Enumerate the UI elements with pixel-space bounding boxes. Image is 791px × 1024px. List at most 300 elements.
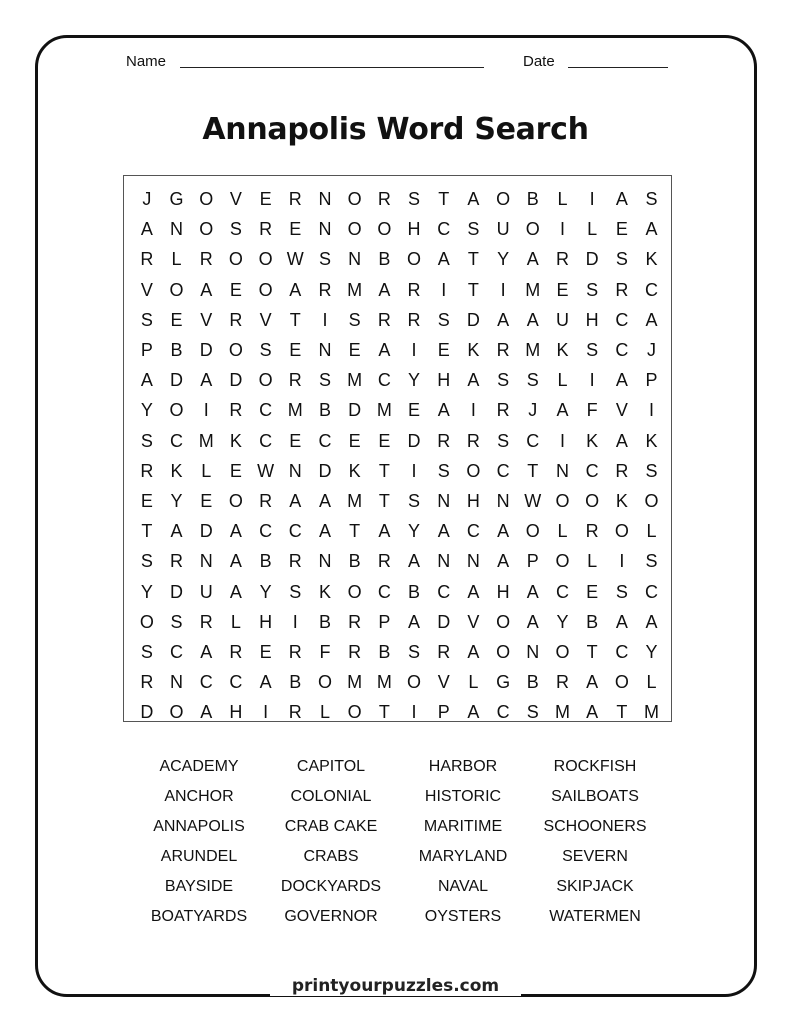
grid-letter[interactable]: O	[258, 370, 273, 391]
grid-letter[interactable]: W	[286, 249, 304, 270]
grid-letter[interactable]: A	[318, 491, 331, 511]
grid-letter[interactable]: I	[649, 400, 655, 421]
grid-letter[interactable]: N	[318, 340, 332, 360]
grid-letter[interactable]: S	[408, 642, 421, 662]
date-field[interactable]	[568, 67, 668, 68]
grid-letter[interactable]: I	[589, 370, 595, 391]
grid-letter[interactable]: M	[287, 400, 303, 421]
grid-letter[interactable]: H	[259, 611, 273, 632]
grid-letter[interactable]: C	[645, 581, 659, 602]
grid-letter[interactable]: C	[615, 340, 629, 360]
grid-letter[interactable]: R	[615, 279, 629, 300]
grid-letter[interactable]: C	[377, 581, 391, 602]
name-field[interactable]	[180, 67, 484, 68]
grid-letter[interactable]: A	[645, 309, 658, 330]
grid-letter[interactable]: Y	[556, 611, 569, 632]
grid-letter[interactable]: L	[587, 219, 598, 240]
grid-letter[interactable]: R	[615, 460, 629, 481]
grid-letter[interactable]: R	[437, 430, 451, 451]
grid-letter[interactable]: C	[615, 309, 629, 330]
grid-letter[interactable]: O	[169, 400, 184, 421]
grid-letter[interactable]: I	[411, 702, 417, 723]
grid-letter[interactable]: C	[496, 702, 510, 723]
grid-letter[interactable]: T	[378, 491, 390, 511]
grid-letter[interactable]: C	[288, 521, 302, 542]
grid-letter[interactable]: A	[289, 491, 302, 511]
grid-letter[interactable]: C	[437, 219, 451, 240]
grid-letter[interactable]: I	[559, 219, 565, 240]
grid-letter[interactable]: N	[199, 551, 213, 572]
grid-letter[interactable]: M	[198, 430, 214, 451]
grid-letter[interactable]: A	[378, 340, 391, 360]
grid-letter[interactable]: D	[199, 340, 213, 360]
grid-letter[interactable]: D	[170, 581, 184, 602]
grid-letter[interactable]: T	[586, 642, 598, 662]
grid-letter[interactable]: A	[229, 521, 242, 542]
grid-letter[interactable]: B	[170, 340, 183, 360]
grid-letter[interactable]: S	[645, 551, 658, 572]
grid-letter[interactable]: E	[378, 430, 391, 451]
grid-letter[interactable]: B	[318, 611, 331, 632]
grid-letter[interactable]: M	[376, 672, 392, 693]
grid-letter[interactable]: Y	[408, 370, 421, 391]
grid-letter[interactable]: N	[555, 460, 569, 481]
grid-letter[interactable]: R	[348, 611, 362, 632]
grid-letter[interactable]: P	[437, 702, 450, 723]
grid-letter[interactable]: K	[645, 430, 658, 451]
grid-letter[interactable]: C	[585, 460, 599, 481]
grid-letter[interactable]: A	[615, 370, 628, 391]
grid-letter[interactable]: Y	[645, 642, 658, 662]
grid-letter[interactable]: L	[646, 672, 657, 693]
grid-letter[interactable]: E	[229, 460, 242, 481]
grid-letter[interactable]: E	[289, 430, 302, 451]
grid-letter[interactable]: A	[556, 400, 569, 421]
grid-letter[interactable]: B	[378, 642, 391, 662]
grid-letter[interactable]: A	[615, 611, 628, 632]
grid-letter[interactable]: R	[288, 551, 302, 572]
grid-letter[interactable]: C	[645, 279, 659, 300]
grid-letter[interactable]: U	[199, 581, 213, 602]
grid-letter[interactable]: C	[377, 370, 391, 391]
grid-letter[interactable]: N	[348, 249, 362, 270]
grid-letter[interactable]: T	[289, 309, 301, 330]
grid-letter[interactable]: S	[259, 340, 272, 360]
grid-letter[interactable]: A	[586, 672, 599, 693]
grid-letter[interactable]: D	[318, 460, 332, 481]
grid-letter[interactable]: I	[559, 430, 565, 451]
grid-letter[interactable]: D	[437, 611, 451, 632]
grid-letter[interactable]: A	[467, 702, 480, 723]
grid-letter[interactable]: E	[556, 279, 569, 300]
grid-letter[interactable]: M	[525, 340, 541, 360]
grid-letter[interactable]: R	[466, 430, 480, 451]
grid-letter[interactable]: O	[199, 219, 214, 240]
grid-letter[interactable]: K	[170, 460, 183, 481]
grid-letter[interactable]: O	[347, 581, 362, 602]
grid-letter[interactable]: A	[467, 189, 480, 209]
grid-letter[interactable]: S	[615, 249, 628, 270]
grid-letter[interactable]: O	[258, 249, 273, 270]
grid-letter[interactable]: B	[289, 672, 302, 693]
grid-letter[interactable]: E	[289, 340, 302, 360]
grid-letter[interactable]: C	[437, 581, 451, 602]
grid-letter[interactable]: T	[467, 249, 479, 270]
grid-letter[interactable]: E	[200, 491, 213, 511]
grid-letter[interactable]: R	[377, 551, 391, 572]
grid-letter[interactable]: A	[408, 551, 421, 572]
grid-letter[interactable]: A	[467, 581, 480, 602]
grid-letter[interactable]: A	[229, 551, 242, 572]
grid-letter[interactable]: R	[259, 219, 273, 240]
grid-letter[interactable]: F	[319, 642, 331, 662]
grid-letter[interactable]: K	[615, 491, 628, 511]
grid-letter[interactable]: E	[615, 219, 628, 240]
grid-letter[interactable]: G	[169, 189, 184, 209]
grid-letter[interactable]: S	[140, 642, 153, 662]
grid-letter[interactable]: N	[526, 642, 540, 662]
grid-letter[interactable]: O	[228, 340, 243, 360]
grid-letter[interactable]: M	[554, 702, 570, 723]
grid-letter[interactable]: Y	[408, 521, 421, 542]
grid-letter[interactable]: K	[467, 340, 480, 360]
grid-letter[interactable]: C	[170, 430, 184, 451]
grid-letter[interactable]: E	[437, 340, 450, 360]
grid-letter[interactable]: O	[466, 460, 481, 481]
grid-letter[interactable]: R	[199, 249, 213, 270]
grid-letter[interactable]: O	[644, 491, 659, 511]
grid-letter[interactable]: A	[229, 581, 242, 602]
grid-letter[interactable]: I	[589, 189, 595, 209]
grid-letter[interactable]: N	[496, 491, 510, 511]
grid-letter[interactable]: O	[317, 672, 332, 693]
grid-letter[interactable]: C	[170, 642, 184, 662]
grid-letter[interactable]: H	[585, 309, 599, 330]
grid-letter[interactable]: R	[437, 642, 451, 662]
grid-letter[interactable]: S	[497, 370, 510, 391]
grid-letter[interactable]: L	[319, 702, 330, 723]
grid-letter[interactable]: I	[292, 611, 298, 632]
grid-letter[interactable]: O	[614, 521, 629, 542]
grid-letter[interactable]: E	[140, 491, 153, 511]
grid-letter[interactable]: M	[376, 400, 392, 421]
grid-letter[interactable]: C	[555, 581, 569, 602]
grid-letter[interactable]: R	[407, 279, 421, 300]
grid-letter[interactable]: D	[140, 702, 154, 723]
grid-letter[interactable]: M	[347, 672, 363, 693]
grid-letter[interactable]: R	[229, 642, 243, 662]
grid-letter[interactable]: R	[377, 189, 391, 209]
grid-letter[interactable]: S	[318, 249, 331, 270]
grid-letter[interactable]: I	[411, 460, 417, 481]
grid-letter[interactable]: A	[259, 672, 272, 693]
grid-letter[interactable]: N	[318, 189, 332, 209]
grid-letter[interactable]: E	[170, 309, 183, 330]
grid-letter[interactable]: Y	[497, 249, 510, 270]
grid-letter[interactable]: K	[318, 581, 331, 602]
grid-letter[interactable]: T	[349, 521, 361, 542]
grid-letter[interactable]: L	[468, 672, 479, 693]
grid-letter[interactable]: R	[288, 189, 302, 209]
grid-letter[interactable]: K	[348, 460, 361, 481]
grid-letter[interactable]: N	[170, 672, 184, 693]
grid-letter[interactable]: A	[140, 370, 153, 391]
grid-letter[interactable]: S	[408, 491, 421, 511]
grid-letter[interactable]: O	[496, 642, 511, 662]
grid-letter[interactable]: J	[528, 400, 538, 421]
grid-letter[interactable]: T	[378, 460, 390, 481]
grid-letter[interactable]: S	[289, 581, 302, 602]
grid-letter[interactable]: D	[199, 521, 213, 542]
grid-letter[interactable]: E	[259, 189, 272, 209]
grid-letter[interactable]: N	[318, 219, 332, 240]
grid-letter[interactable]: O	[139, 611, 154, 632]
grid-letter[interactable]: N	[466, 551, 480, 572]
grid-letter[interactable]: U	[555, 309, 569, 330]
grid-letter[interactable]: C	[259, 400, 273, 421]
grid-letter[interactable]: S	[170, 611, 183, 632]
grid-letter[interactable]: B	[318, 400, 331, 421]
grid-letter[interactable]: L	[171, 249, 182, 270]
grid-letter[interactable]: C	[318, 430, 332, 451]
grid-letter[interactable]: B	[408, 581, 421, 602]
grid-letter[interactable]: O	[585, 491, 600, 511]
grid-letter[interactable]: O	[347, 219, 362, 240]
grid-letter[interactable]: V	[140, 279, 153, 300]
grid-letter[interactable]: K	[645, 249, 658, 270]
grid-letter[interactable]: S	[318, 370, 331, 391]
grid-letter[interactable]: Y	[170, 491, 183, 511]
grid-letter[interactable]: D	[348, 400, 362, 421]
grid-letter[interactable]: L	[201, 460, 212, 481]
grid-letter[interactable]: D	[407, 430, 421, 451]
grid-letter[interactable]: S	[437, 460, 450, 481]
grid-letter[interactable]: L	[646, 521, 657, 542]
grid-letter[interactable]: N	[288, 460, 302, 481]
grid-letter[interactable]: S	[586, 340, 599, 360]
grid-letter[interactable]: C	[259, 521, 273, 542]
grid-letter[interactable]: R	[229, 309, 243, 330]
grid-letter[interactable]: E	[408, 400, 421, 421]
grid-letter[interactable]: O	[496, 189, 511, 209]
grid-letter[interactable]: R	[496, 340, 510, 360]
grid-letter[interactable]: D	[585, 249, 599, 270]
grid-letter[interactable]: O	[525, 219, 540, 240]
grid-letter[interactable]: C	[615, 642, 629, 662]
grid-letter[interactable]: A	[645, 219, 658, 240]
grid-letter[interactable]: C	[466, 521, 480, 542]
grid-letter[interactable]: E	[259, 642, 272, 662]
grid-letter[interactable]: S	[140, 309, 153, 330]
grid-letter[interactable]: A	[200, 642, 213, 662]
grid-letter[interactable]: R	[585, 521, 599, 542]
grid-letter[interactable]: E	[348, 340, 361, 360]
grid-letter[interactable]: R	[496, 400, 510, 421]
grid-letter[interactable]: E	[586, 581, 599, 602]
grid-letter[interactable]: E	[348, 430, 361, 451]
grid-letter[interactable]: A	[200, 370, 213, 391]
grid-letter[interactable]: B	[348, 551, 361, 572]
grid-letter[interactable]: O	[169, 279, 184, 300]
grid-letter[interactable]: A	[378, 521, 391, 542]
grid-letter[interactable]: A	[497, 551, 510, 572]
grid-letter[interactable]: A	[526, 249, 539, 270]
grid-letter[interactable]: R	[288, 370, 302, 391]
grid-letter[interactable]: A	[467, 642, 480, 662]
grid-letter[interactable]: D	[229, 370, 243, 391]
grid-letter[interactable]: C	[259, 430, 273, 451]
grid-letter[interactable]: L	[230, 611, 241, 632]
grid-letter[interactable]: R	[199, 611, 213, 632]
grid-letter[interactable]: S	[615, 581, 628, 602]
grid-letter[interactable]: O	[555, 551, 570, 572]
grid-letter[interactable]: S	[437, 309, 450, 330]
grid-letter[interactable]: Y	[140, 400, 153, 421]
grid-letter[interactable]: G	[496, 672, 511, 693]
grid-letter[interactable]: S	[348, 309, 361, 330]
grid-letter[interactable]: A	[200, 702, 213, 723]
grid-letter[interactable]: L	[557, 189, 568, 209]
grid-letter[interactable]: R	[318, 279, 332, 300]
grid-letter[interactable]: R	[348, 642, 362, 662]
grid-letter[interactable]: K	[556, 340, 569, 360]
grid-letter[interactable]: E	[289, 219, 302, 240]
grid-letter[interactable]: H	[496, 581, 510, 602]
grid-letter[interactable]: P	[526, 551, 539, 572]
grid-letter[interactable]: H	[466, 491, 480, 511]
grid-letter[interactable]: T	[527, 460, 539, 481]
grid-letter[interactable]: R	[259, 491, 273, 511]
grid-letter[interactable]: R	[288, 702, 302, 723]
grid-letter[interactable]: A	[437, 249, 450, 270]
grid-letter[interactable]: O	[228, 491, 243, 511]
grid-letter[interactable]: O	[496, 611, 511, 632]
grid-letter[interactable]: B	[586, 611, 599, 632]
grid-letter[interactable]: B	[526, 189, 539, 209]
grid-letter[interactable]: V	[259, 309, 272, 330]
grid-letter[interactable]: L	[587, 551, 598, 572]
grid-letter[interactable]: M	[347, 279, 363, 300]
grid-letter[interactable]: O	[377, 219, 392, 240]
grid-letter[interactable]: R	[170, 551, 184, 572]
grid-letter[interactable]: I	[203, 400, 209, 421]
grid-letter[interactable]: U	[496, 219, 510, 240]
grid-letter[interactable]: O	[199, 189, 214, 209]
grid-letter[interactable]: A	[318, 521, 331, 542]
grid-letter[interactable]: O	[407, 672, 422, 693]
grid-letter[interactable]: A	[170, 521, 183, 542]
grid-letter[interactable]: W	[257, 460, 275, 481]
grid-letter[interactable]: C	[229, 672, 243, 693]
grid-letter[interactable]: I	[322, 309, 328, 330]
grid-letter[interactable]: L	[557, 521, 568, 542]
grid-letter[interactable]: A	[437, 521, 450, 542]
grid-letter[interactable]: I	[263, 702, 269, 723]
grid-letter[interactable]: C	[199, 672, 213, 693]
grid-letter[interactable]: N	[437, 491, 451, 511]
grid-letter[interactable]: V	[229, 189, 242, 209]
grid-letter[interactable]: T	[467, 279, 479, 300]
grid-letter[interactable]: S	[645, 460, 658, 481]
grid-letter[interactable]: D	[170, 370, 184, 391]
grid-letter[interactable]: I	[470, 400, 476, 421]
grid-letter[interactable]: S	[229, 219, 242, 240]
grid-letter[interactable]: N	[170, 219, 184, 240]
grid-letter[interactable]: C	[526, 430, 540, 451]
grid-letter[interactable]: T	[378, 702, 390, 723]
grid-letter[interactable]: A	[526, 581, 539, 602]
grid-letter[interactable]: H	[229, 702, 243, 723]
grid-letter[interactable]: A	[200, 279, 213, 300]
grid-letter[interactable]: P	[645, 370, 658, 391]
grid-letter[interactable]: H	[437, 370, 451, 391]
grid-letter[interactable]: D	[466, 309, 480, 330]
grid-letter[interactable]: O	[228, 249, 243, 270]
grid-letter[interactable]: C	[496, 460, 510, 481]
grid-letter[interactable]: O	[347, 189, 362, 209]
grid-letter[interactable]: A	[497, 309, 510, 330]
grid-letter[interactable]: S	[467, 219, 480, 240]
grid-letter[interactable]: M	[347, 491, 363, 511]
grid-letter[interactable]: R	[140, 672, 154, 693]
grid-letter[interactable]: R	[407, 309, 421, 330]
grid-letter[interactable]: R	[288, 642, 302, 662]
grid-letter[interactable]: R	[555, 672, 569, 693]
grid-letter[interactable]: T	[616, 702, 628, 723]
grid-letter[interactable]: A	[615, 189, 628, 209]
grid-letter[interactable]: S	[497, 430, 510, 451]
grid-letter[interactable]: T	[141, 521, 153, 542]
grid-letter[interactable]: F	[586, 400, 598, 421]
grid-letter[interactable]: N	[318, 551, 332, 572]
grid-letter[interactable]: S	[408, 189, 421, 209]
grid-letter[interactable]: T	[438, 189, 450, 209]
grid-letter[interactable]: B	[526, 672, 539, 693]
grid-letter[interactable]: O	[614, 672, 629, 693]
grid-letter[interactable]: O	[258, 279, 273, 300]
grid-letter[interactable]: A	[289, 279, 302, 300]
grid-letter[interactable]: A	[645, 611, 658, 632]
grid-letter[interactable]: H	[407, 219, 421, 240]
grid-letter[interactable]: R	[140, 460, 154, 481]
grid-letter[interactable]: A	[467, 370, 480, 391]
grid-letter[interactable]: A	[526, 309, 539, 330]
grid-letter[interactable]: O	[347, 702, 362, 723]
grid-letter[interactable]: O	[525, 521, 540, 542]
grid-letter[interactable]: B	[378, 249, 391, 270]
grid-letter[interactable]: A	[586, 702, 599, 723]
grid-letter[interactable]: J	[647, 340, 657, 360]
grid-letter[interactable]: M	[644, 702, 660, 723]
grid-letter[interactable]: W	[524, 491, 542, 511]
grid-letter[interactable]: S	[586, 279, 599, 300]
grid-letter[interactable]: S	[645, 189, 658, 209]
grid-letter[interactable]: A	[140, 219, 153, 240]
grid-letter[interactable]: V	[437, 672, 450, 693]
grid-letter[interactable]: S	[526, 370, 539, 391]
grid-letter[interactable]: S	[140, 551, 153, 572]
grid-letter[interactable]: B	[259, 551, 272, 572]
grid-letter[interactable]: J	[142, 189, 152, 209]
grid-letter[interactable]: A	[526, 611, 539, 632]
grid-letter[interactable]: A	[497, 521, 510, 542]
grid-letter[interactable]: S	[526, 702, 539, 723]
grid-letter[interactable]: A	[615, 430, 628, 451]
grid-letter[interactable]: K	[586, 430, 599, 451]
grid-letter[interactable]: I	[441, 279, 447, 300]
grid-letter[interactable]: A	[378, 279, 391, 300]
grid-letter[interactable]: M	[525, 279, 541, 300]
